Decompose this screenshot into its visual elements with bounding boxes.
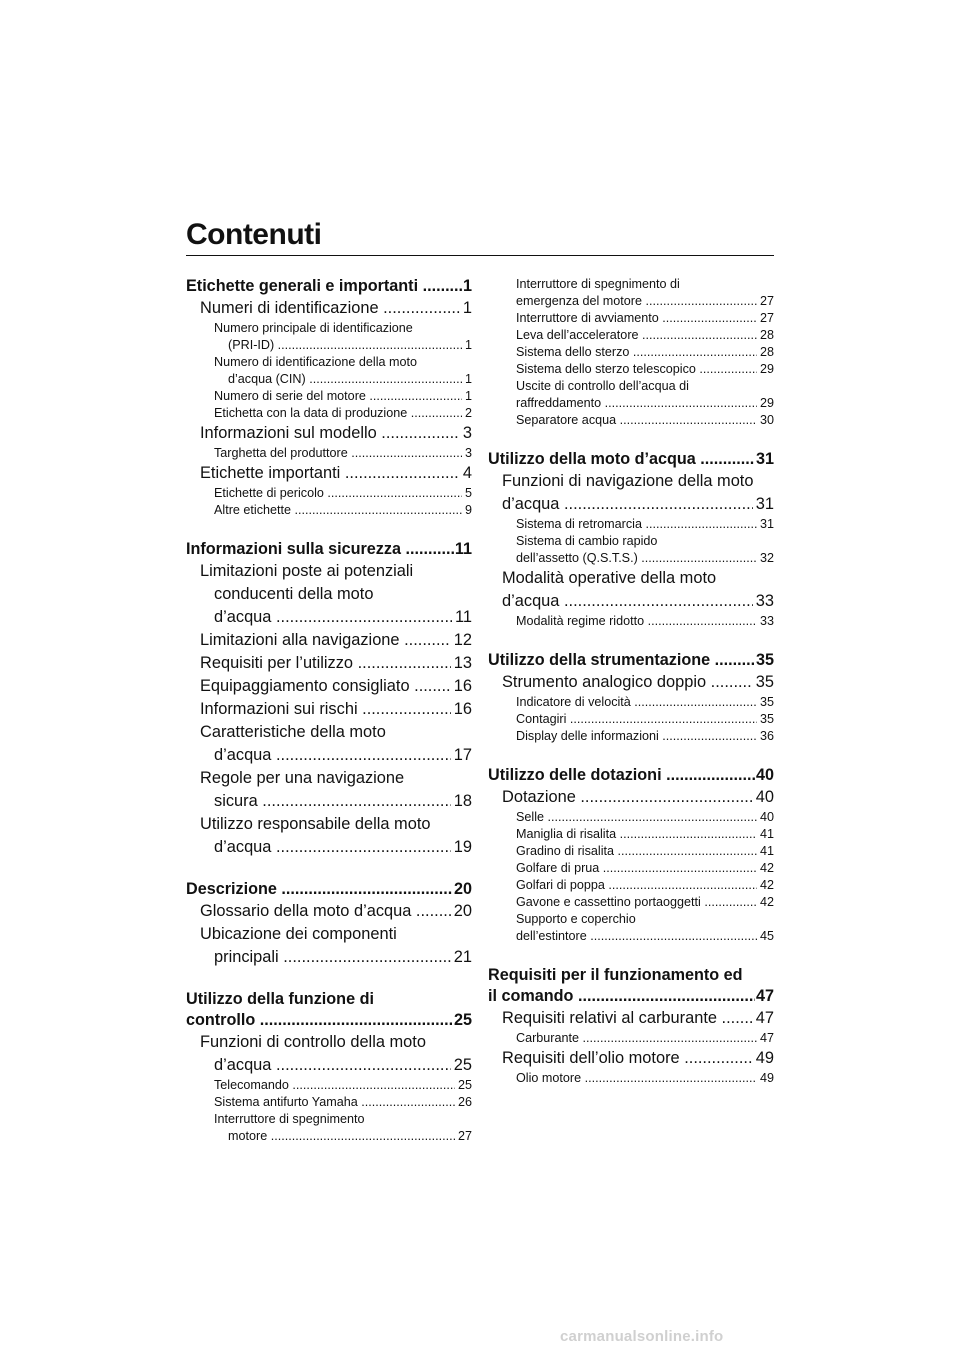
toc-entry[interactable]: Interruttore di avviamento ..... 27 — [488, 310, 774, 327]
toc-entry[interactable]: Utilizzo delle dotazioni ..... 40 — [488, 765, 774, 786]
toc-entry[interactable]: Uscite di controllo dell’acqua di — [516, 379, 689, 393]
toc-entry[interactable]: Telecomando ..... 25 — [186, 1077, 472, 1094]
toc-entry[interactable]: Golfare di prua ..... 42 — [488, 860, 774, 877]
toc-entry[interactable]: emergenza del motore ..... 27 — [488, 293, 774, 310]
toc-left-column — [186, 276, 472, 1145]
section-gap — [488, 745, 774, 765]
toc-entry[interactable]: Limitazioni alla navigazione ..... 12 — [186, 629, 472, 652]
toc-entry[interactable]: Numero di serie del motore ..... 1 — [186, 388, 472, 405]
section-gap — [186, 519, 472, 539]
section-gap — [186, 859, 472, 879]
toc-entry[interactable]: Indicatore di velocità ..... 35 — [488, 694, 774, 711]
toc-entry[interactable]: conducenti della moto — [214, 585, 374, 603]
toc-entry[interactable]: (PRI-ID) ..... 1 — [186, 337, 472, 354]
watermark: carmanualsonline.info — [560, 1328, 724, 1345]
toc-entry[interactable]: Numero principale di identificazione — [214, 321, 413, 335]
toc-entry[interactable]: Utilizzo responsabile della moto — [200, 815, 431, 833]
toc-entry[interactable]: Informazioni sui rischi ..... 16 — [186, 698, 472, 721]
toc-entry[interactable]: Etichetta con la data di produzione ..... 2 — [186, 405, 472, 422]
toc-entry[interactable]: d’acqua (CIN) ..... 1 — [186, 371, 472, 388]
toc-entry[interactable]: Limitazioni poste ai potenziali — [200, 562, 414, 580]
toc-entry[interactable]: d’acqua ..... 19 — [186, 836, 472, 859]
page-title: Contenuti — [186, 218, 322, 251]
toc-entry[interactable]: Maniglia di risalita ..... 41 — [488, 826, 774, 843]
toc-entry[interactable]: Utilizzo della funzione di — [186, 990, 374, 1008]
toc-entry[interactable]: Separatore acqua ..... 30 — [488, 412, 774, 429]
toc-entry[interactable]: Sistema di cambio rapido — [516, 534, 658, 548]
toc-entry[interactable]: Modalità regime ridotto ..... 33 — [488, 613, 774, 630]
toc-entry[interactable]: Golfari di poppa ..... 42 — [488, 877, 774, 894]
toc-entry[interactable]: Sistema di retromarcia ..... 31 — [488, 516, 774, 533]
toc-entry[interactable]: d’acqua ..... 11 — [186, 606, 472, 629]
toc-entry[interactable]: Strumento analogico doppio ..... 35 — [488, 671, 774, 694]
title-rule — [186, 255, 774, 256]
toc-entry[interactable]: d’acqua ..... 33 — [488, 590, 774, 613]
toc-entry[interactable]: Gavone e cassettino portaoggetti ..... 42 — [488, 894, 774, 911]
toc-entry[interactable]: dell’assetto (Q.S.T.S.) ..... 32 — [488, 550, 774, 567]
toc-entry[interactable]: Modalità operative della moto — [502, 569, 717, 587]
toc-entry[interactable]: motore ..... 27 — [186, 1128, 472, 1145]
toc-entry[interactable]: Supporto e coperchio — [516, 912, 636, 926]
toc-entry[interactable]: d’acqua ..... 17 — [186, 744, 472, 767]
toc-entry[interactable]: Interruttore di spegnimento di — [516, 277, 680, 291]
toc-entry[interactable]: Funzioni di navigazione della moto — [502, 472, 754, 490]
toc-entry[interactable]: raffreddamento ..... 29 — [488, 395, 774, 412]
toc-entry[interactable]: Requisiti dell’olio motore ..... 49 — [488, 1047, 774, 1070]
toc-entry[interactable]: Numeri di identificazione ..... 1 — [186, 297, 472, 320]
toc-entry[interactable]: Selle ..... 40 — [488, 809, 774, 826]
toc-right-column — [488, 276, 774, 1087]
section-gap — [488, 429, 774, 449]
toc-entry[interactable]: Display delle informazioni ..... 36 — [488, 728, 774, 745]
toc-entry[interactable]: Utilizzo della moto d’acqua ..... 31 — [488, 449, 774, 470]
toc-entry[interactable]: sicura ..... 18 — [186, 790, 472, 813]
toc-entry[interactable]: d’acqua ..... 25 — [186, 1054, 472, 1077]
toc-entry[interactable]: Regole per una navigazione — [200, 769, 405, 787]
toc-entry[interactable]: Numero di identificazione della moto — [214, 355, 418, 369]
toc-entry[interactable]: Etichette generali e importanti ..... 1 — [186, 276, 472, 297]
toc-entry[interactable]: Interruttore di spegnimento — [214, 1112, 365, 1126]
section-gap — [488, 630, 774, 650]
toc-entry[interactable]: dell’estintore ..... 45 — [488, 928, 774, 945]
toc-entry[interactable]: Sistema dello sterzo ..... 28 — [488, 344, 774, 361]
toc-entry[interactable]: Leva dell’acceleratore ..... 28 — [488, 327, 774, 344]
toc-entry[interactable]: Equipaggiamento consigliato ..... 16 — [186, 675, 472, 698]
toc-entry[interactable]: Sistema antifurto Yamaha ..... 26 — [186, 1094, 472, 1111]
toc-entry[interactable]: Targhetta del produttore ..... 3 — [186, 445, 472, 462]
toc-entry[interactable]: Altre etichette ..... 9 — [186, 502, 472, 519]
toc-entry[interactable]: Informazioni sul modello ..... 3 — [186, 422, 472, 445]
toc-entry[interactable]: Caratteristiche della moto — [200, 723, 386, 741]
section-gap — [186, 969, 472, 989]
toc-entry[interactable]: Requisiti per l’utilizzo ..... 13 — [186, 652, 472, 675]
toc-entry[interactable]: Informazioni sulla sicurezza ..... 11 — [186, 539, 472, 560]
toc-entry[interactable]: Carburante ..... 47 — [488, 1030, 774, 1047]
toc-entry[interactable]: Olio motore ..... 49 — [488, 1070, 774, 1087]
toc-entry[interactable]: controllo ..... 25 — [186, 1010, 472, 1031]
toc-entry[interactable]: Dotazione ..... 40 — [488, 786, 774, 809]
toc-entry[interactable]: Gradino di risalita ..... 41 — [488, 843, 774, 860]
toc-entry[interactable]: principali ..... 21 — [186, 946, 472, 969]
toc-entry[interactable]: il comando ..... 47 — [488, 986, 774, 1007]
toc-entry[interactable]: Glossario della moto d’acqua ..... 20 — [186, 900, 472, 923]
toc-entry[interactable]: Utilizzo della strumentazione ..... 35 — [488, 650, 774, 671]
toc-entry[interactable]: Sistema dello sterzo telescopico ..... 29 — [488, 361, 774, 378]
toc-entry[interactable]: Etichette di pericolo ..... 5 — [186, 485, 472, 502]
toc-entry[interactable]: Etichette importanti ..... 4 — [186, 462, 472, 485]
toc-entry[interactable]: Descrizione ..... 20 — [186, 879, 472, 900]
toc-entry[interactable]: Ubicazione dei componenti — [200, 925, 397, 943]
toc-entry[interactable]: Funzioni di controllo della moto — [200, 1033, 426, 1051]
section-gap — [488, 945, 774, 965]
toc-entry[interactable]: Contagiri ..... 35 — [488, 711, 774, 728]
toc-entry[interactable]: d’acqua ..... 31 — [488, 493, 774, 516]
toc-entry[interactable]: Requisiti relativi al carburante ..... 47 — [488, 1007, 774, 1030]
toc-entry[interactable]: Requisiti per il funzionamento ed — [488, 966, 743, 984]
